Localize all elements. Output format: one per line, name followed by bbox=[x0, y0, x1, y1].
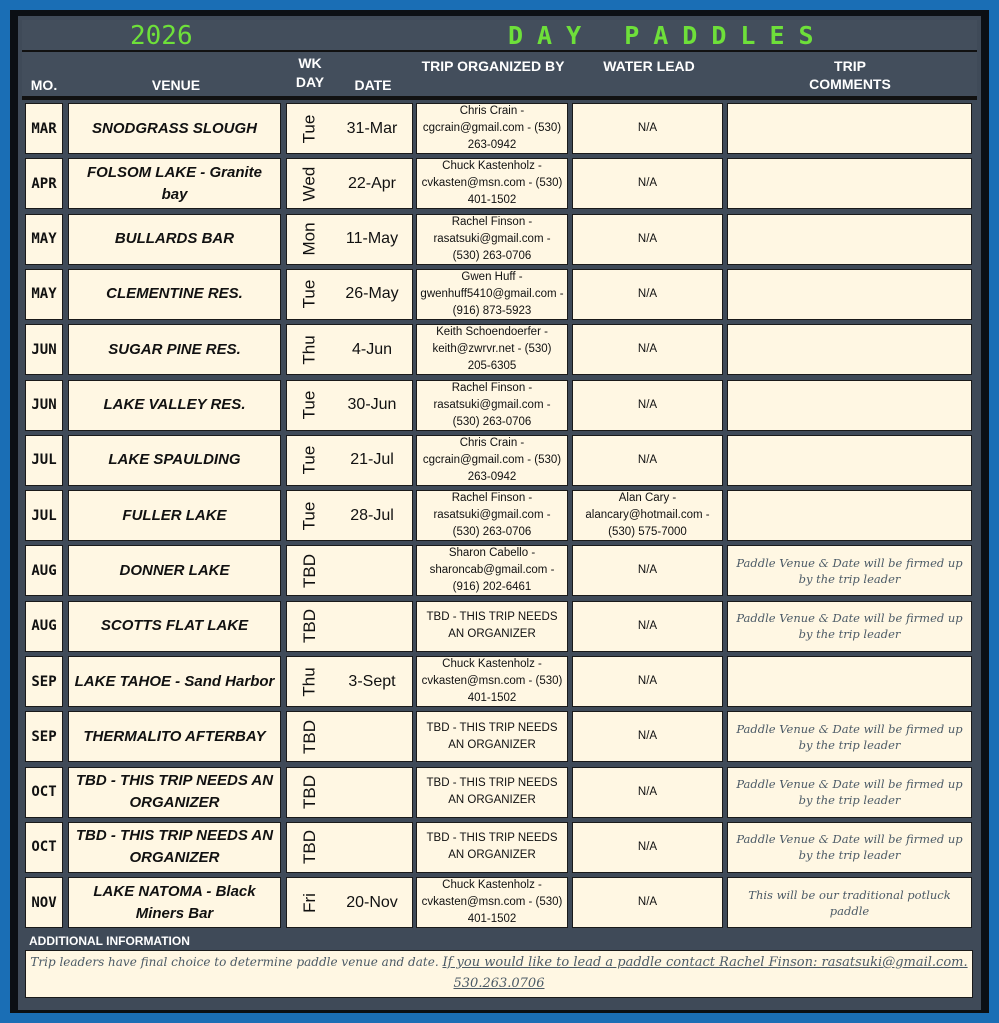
venue-cell: SNODGRASS SLOUGH bbox=[68, 103, 281, 154]
weekday-cell bbox=[286, 822, 332, 873]
comment-cell: Paddle Venue & Date will be firmed up by the trip leader bbox=[727, 545, 972, 596]
weekday-label: Wed bbox=[299, 166, 319, 202]
organizer-cell: TBD - THIS TRIP NEEDS AN ORGANIZER bbox=[416, 711, 568, 762]
water-lead-cell: Alan Cary - alancary@hotmail.com - (530) 575-7000 bbox=[572, 490, 723, 541]
date-cell bbox=[332, 545, 413, 596]
col-header-wk-day: WK DAY bbox=[295, 55, 325, 90]
weekday-label: TBD bbox=[299, 830, 319, 865]
table-row bbox=[22, 545, 977, 596]
weekday-cell bbox=[286, 490, 332, 541]
month-cell: SEP bbox=[25, 711, 63, 762]
organizer-cell: Rachel Finson - rasatsuki@gmail.com - (530) 263-0706 bbox=[416, 490, 568, 541]
weekday-cell bbox=[286, 269, 332, 320]
water-lead-cell: N/A bbox=[572, 435, 723, 486]
venue-cell: THERMALITO AFTERBAY bbox=[68, 711, 281, 762]
weekday-cell bbox=[286, 158, 332, 209]
organizer-cell: Gwen Huff - gwenhuff5410@gmail.com - (916) 873-5923 bbox=[416, 269, 568, 320]
table-row bbox=[22, 601, 977, 652]
schedule-title: DAY PADDLES bbox=[508, 21, 828, 50]
month-cell: AUG bbox=[25, 545, 63, 596]
water-lead-cell: N/A bbox=[572, 545, 723, 596]
venue-cell: FULLER LAKE bbox=[68, 490, 281, 541]
comment-cell bbox=[727, 380, 972, 431]
organizer-cell: Chuck Kastenholz - cvkasten@msn.com - (530) 401-1502 bbox=[416, 877, 568, 928]
table-row bbox=[22, 435, 977, 486]
venue-cell: DONNER LAKE bbox=[68, 545, 281, 596]
table-row bbox=[22, 877, 977, 928]
venue-cell: LAKE VALLEY RES. bbox=[68, 380, 281, 431]
weekday-label: Tue bbox=[299, 390, 319, 420]
organizer-cell: Keith Schoendoerfer - keith@zwrvr.net - (530) 205-6305 bbox=[416, 324, 568, 375]
table-row bbox=[22, 656, 977, 707]
water-lead-cell: N/A bbox=[572, 158, 723, 209]
water-lead-cell: N/A bbox=[572, 656, 723, 707]
date-cell: 11-May bbox=[332, 214, 413, 265]
date-cell: 31-Mar bbox=[332, 103, 413, 154]
contact-link[interactable]: If you would like to lead a paddle contact Rachel Finson: rasatsuki@gmail.com. bbox=[442, 955, 968, 970]
venue-cell: FOLSOM LAKE - Granite bay bbox=[68, 158, 281, 209]
schedule-year: 2026 bbox=[130, 21, 193, 51]
table-row bbox=[22, 490, 977, 541]
organizer-cell: Chris Crain - cgcrain@gmail.com - (530) 263-0942 bbox=[416, 435, 568, 486]
month-cell: OCT bbox=[25, 822, 63, 873]
date-cell bbox=[332, 601, 413, 652]
date-cell: 28-Jul bbox=[332, 490, 413, 541]
weekday-label: TBD bbox=[299, 775, 319, 810]
month-cell: APR bbox=[25, 158, 63, 209]
comment-cell: This will be our traditional potluck paddle bbox=[727, 877, 972, 928]
venue-cell: SCOTTS FLAT LAKE bbox=[68, 601, 281, 652]
venue-cell: LAKE SPAULDING bbox=[68, 435, 281, 486]
venue-cell: CLEMENTINE RES. bbox=[68, 269, 281, 320]
weekday-label: TBD bbox=[299, 609, 319, 644]
month-cell: MAY bbox=[25, 269, 63, 320]
col-header-mo: MO. bbox=[30, 77, 58, 93]
month-cell: MAY bbox=[25, 214, 63, 265]
organizer-cell: Rachel Finson - rasatsuki@gmail.com - (530) 263-0706 bbox=[416, 380, 568, 431]
table-row bbox=[22, 380, 977, 431]
additional-info-line bbox=[26, 955, 972, 970]
weekday-label: Fri bbox=[299, 892, 319, 913]
weekday-cell bbox=[286, 545, 332, 596]
organizer-cell: Chuck Kastenholz - cvkasten@msn.com - (530) 401-1502 bbox=[416, 158, 568, 209]
venue-cell: TBD - THIS TRIP NEEDS AN ORGANIZER bbox=[68, 822, 281, 873]
weekday-label: Tue bbox=[299, 280, 319, 309]
organizer-cell: TBD - THIS TRIP NEEDS AN ORGANIZER bbox=[416, 767, 568, 818]
water-lead-cell: N/A bbox=[572, 601, 723, 652]
date-cell: 26-May bbox=[332, 269, 413, 320]
col-header-venue: VENUE bbox=[151, 77, 201, 93]
weekday-label: Thu bbox=[299, 335, 319, 365]
weekday-cell bbox=[286, 767, 332, 818]
organizer-cell: Chuck Kastenholz - cvkasten@msn.com - (530) 401-1502 bbox=[416, 656, 568, 707]
water-lead-cell: N/A bbox=[572, 822, 723, 873]
comment-cell: Paddle Venue & Date will be firmed up by the trip leader bbox=[727, 601, 972, 652]
table-row bbox=[22, 822, 977, 873]
weekday-cell bbox=[286, 601, 332, 652]
water-lead-cell: N/A bbox=[572, 103, 723, 154]
date-cell: 20-Nov bbox=[332, 877, 413, 928]
table-row bbox=[22, 103, 977, 154]
organizer-cell: Chris Crain - cgcrain@gmail.com - (530) 263-0942 bbox=[416, 103, 568, 154]
water-lead-cell: N/A bbox=[572, 269, 723, 320]
comment-cell bbox=[727, 490, 972, 541]
month-cell: OCT bbox=[25, 767, 63, 818]
venue-cell: BULLARDS BAR bbox=[68, 214, 281, 265]
month-cell: JUL bbox=[25, 490, 63, 541]
month-cell: AUG bbox=[25, 601, 63, 652]
comment-cell: Paddle Venue & Date will be firmed up by the trip leader bbox=[727, 767, 972, 818]
weekday-label: Tue bbox=[299, 114, 319, 143]
date-cell: 22-Apr bbox=[332, 158, 413, 209]
comment-cell bbox=[727, 435, 972, 486]
water-lead-cell: N/A bbox=[572, 877, 723, 928]
water-lead-cell: N/A bbox=[572, 324, 723, 375]
table-row bbox=[22, 711, 977, 762]
date-cell bbox=[332, 822, 413, 873]
month-cell: JUN bbox=[25, 324, 63, 375]
column-header-bar bbox=[22, 52, 977, 100]
weekday-cell bbox=[286, 656, 332, 707]
venue-cell: LAKE TAHOE - Sand Harbor bbox=[68, 656, 281, 707]
organizer-cell: TBD - THIS TRIP NEEDS AN ORGANIZER bbox=[416, 822, 568, 873]
comment-cell: Paddle Venue & Date will be firmed up by the trip leader bbox=[727, 711, 972, 762]
organizer-cell: TBD - THIS TRIP NEEDS AN ORGANIZER bbox=[416, 601, 568, 652]
table-row bbox=[22, 324, 977, 375]
table-row bbox=[22, 214, 977, 265]
col-header-date: DATE bbox=[354, 77, 392, 93]
month-cell: NOV bbox=[25, 877, 63, 928]
venue-cell: TBD - THIS TRIP NEEDS AN ORGANIZER bbox=[68, 767, 281, 818]
weekday-label: TBD bbox=[299, 553, 319, 588]
water-lead-cell: N/A bbox=[572, 711, 723, 762]
month-cell: JUN bbox=[25, 380, 63, 431]
col-header-water-lead: WATER LEAD bbox=[603, 58, 695, 74]
weekday-label: TBD bbox=[299, 719, 319, 754]
comment-cell bbox=[727, 158, 972, 209]
date-cell: 21-Jul bbox=[332, 435, 413, 486]
table-row bbox=[22, 269, 977, 320]
water-lead-cell: N/A bbox=[572, 380, 723, 431]
organizer-cell: Sharon Cabello - sharoncab@gmail.com - (916) 202-6461 bbox=[416, 545, 568, 596]
comment-cell bbox=[727, 324, 972, 375]
date-cell bbox=[332, 767, 413, 818]
month-cell: SEP bbox=[25, 656, 63, 707]
contact-phone[interactable]: 530.263.0706 bbox=[453, 976, 545, 991]
col-header-trip-organized-by: TRIP ORGANIZED BY bbox=[421, 58, 565, 74]
comment-cell bbox=[727, 269, 972, 320]
comment-cell bbox=[727, 656, 972, 707]
comment-cell bbox=[727, 214, 972, 265]
table-row bbox=[22, 158, 977, 209]
weekday-cell bbox=[286, 435, 332, 486]
venue-cell: LAKE NATOMA - Black Miners Bar bbox=[68, 877, 281, 928]
comment-cell: Paddle Venue & Date will be firmed up by the trip leader bbox=[727, 822, 972, 873]
date-cell bbox=[332, 711, 413, 762]
col-header-trip-comments: TRIP COMMENTS bbox=[809, 58, 891, 92]
date-cell: 30-Jun bbox=[332, 380, 413, 431]
date-cell: 3-Sept bbox=[332, 656, 413, 707]
weekday-label: Tue bbox=[299, 445, 319, 475]
month-cell: JUL bbox=[25, 435, 63, 486]
weekday-label: Thu bbox=[299, 666, 319, 697]
venue-cell: SUGAR PINE RES. bbox=[68, 324, 281, 375]
weekday-label: Mon bbox=[299, 222, 319, 256]
water-lead-cell: N/A bbox=[572, 767, 723, 818]
month-cell: MAR bbox=[25, 103, 63, 154]
weekday-cell bbox=[286, 214, 332, 265]
weekday-cell bbox=[286, 324, 332, 375]
comment-cell bbox=[727, 103, 972, 154]
weekday-cell bbox=[286, 877, 332, 928]
water-lead-cell: N/A bbox=[572, 214, 723, 265]
weekday-label: Tue bbox=[299, 501, 319, 530]
additional-info-box bbox=[25, 950, 973, 998]
additional-info-label: ADDITIONAL INFORMATION bbox=[29, 934, 190, 948]
table-row bbox=[22, 767, 977, 818]
date-cell: 4-Jun bbox=[332, 324, 413, 375]
weekday-cell bbox=[286, 103, 332, 154]
weekday-cell bbox=[286, 711, 332, 762]
additional-info-text: Trip leaders have final choice to determine paddle venue and date. bbox=[30, 955, 439, 969]
weekday-cell bbox=[286, 380, 332, 431]
organizer-cell: Rachel Finson - rasatsuki@gmail.com - (530) 263-0706 bbox=[416, 214, 568, 265]
